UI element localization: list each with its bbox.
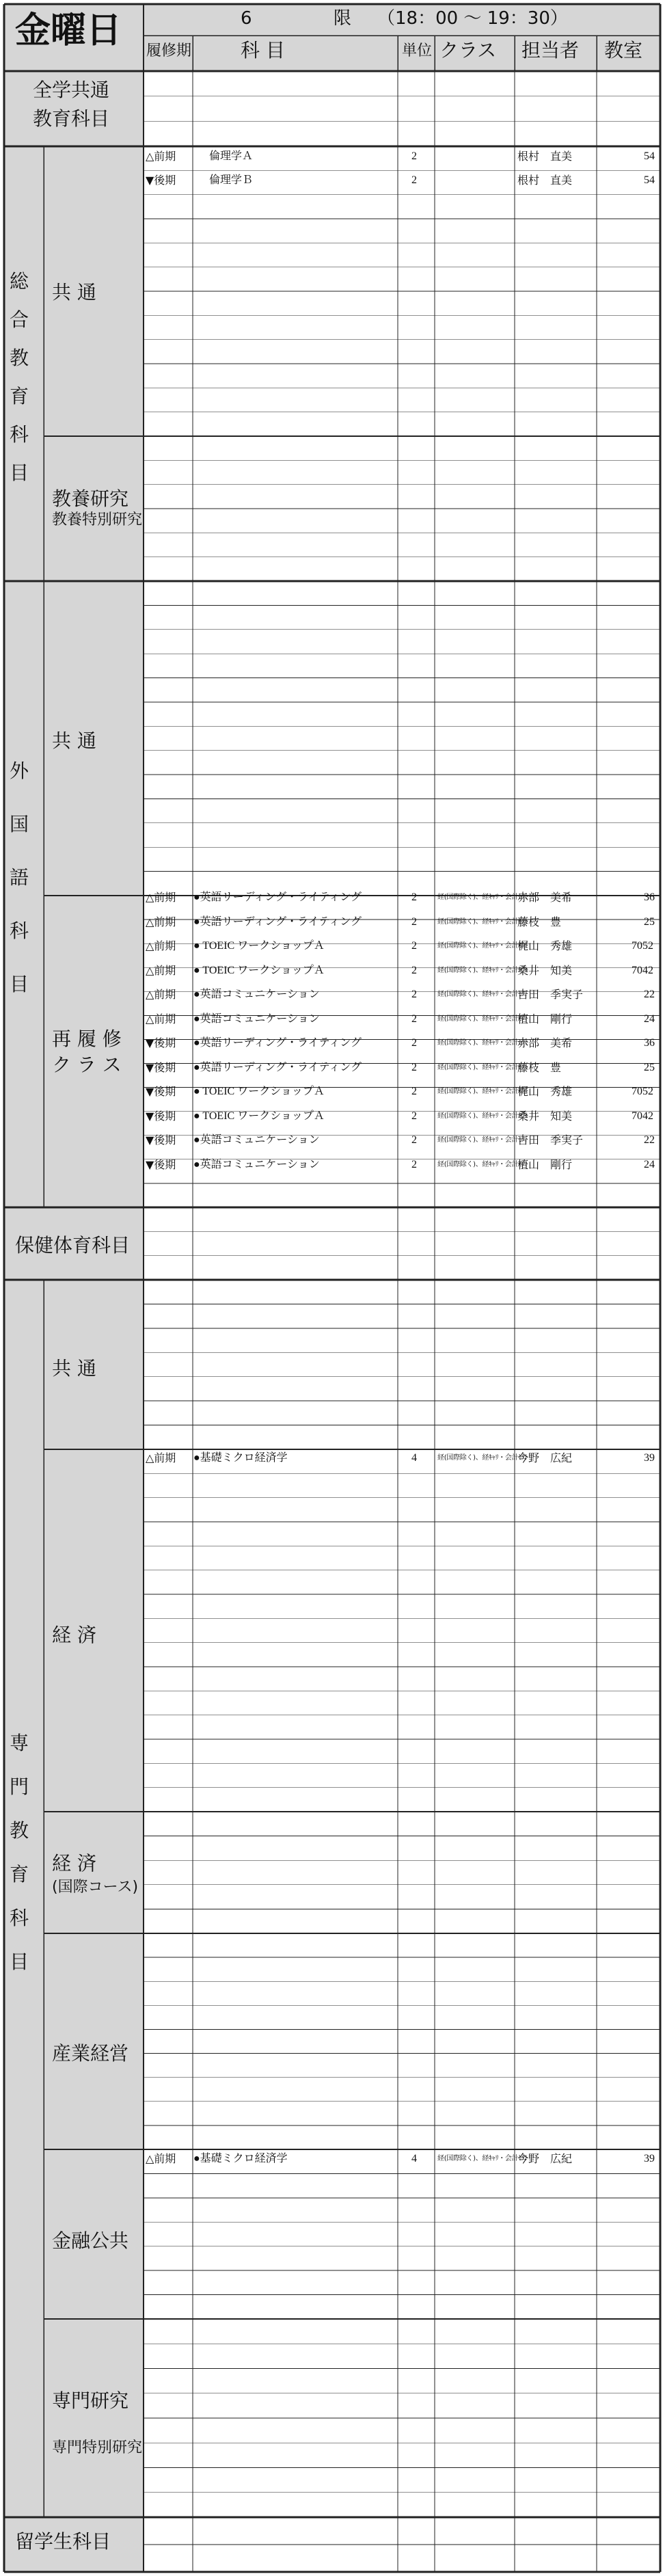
course-credits: 4 (411, 1452, 417, 1464)
subcategory-kokusai-line2: (国際コース) (52, 1879, 139, 1896)
course-subject: ●英語コミュニケーション (193, 1012, 320, 1025)
course-room: 24 (644, 1158, 655, 1170)
category-ryugaku: 留学生科目 (15, 2530, 111, 2553)
course-teacher: 今野 広紀 (517, 2152, 573, 2165)
period-number: 6 (241, 8, 252, 29)
category-zengaku-line1: 全学共通 (33, 79, 110, 101)
course-term: △前期 (146, 2152, 176, 2165)
course-class: 経(国際除く)、経ｷｬﾘ・会計ｾｸﾄ (437, 991, 528, 998)
course-term: ▼後期 (146, 1157, 176, 1171)
course-credits: 2 (411, 1061, 417, 1073)
course-subject: ● TOEIC ワークショップＡ (193, 964, 325, 976)
course-credits: 2 (411, 174, 417, 186)
course-credits: 2 (411, 1086, 417, 1097)
course-term: △前期 (146, 1451, 176, 1464)
column-teacher: 担当者 (521, 39, 580, 62)
course-term: △前期 (146, 988, 176, 1001)
course-credits: 4 (411, 2153, 417, 2164)
course-room: 36 (644, 891, 655, 903)
course-credits: 2 (411, 989, 417, 1000)
period-time: （18：00 ～ 19：30） (377, 8, 568, 29)
course-term: ▼後期 (146, 1109, 176, 1123)
course-teacher: 藤枝 豊 (517, 1060, 562, 1074)
course-class: 経(国際除く)、経ｷｬﾘ・会計ｾｸﾄ (437, 1088, 528, 1095)
subcategory-kinyu: 金融公共 (52, 2229, 129, 2252)
course-term: △前期 (146, 891, 176, 904)
course-credits: 2 (411, 915, 417, 928)
course-class: 経(国際除く)、経ｷｬﾘ・会計ｾｸﾄ (437, 942, 528, 950)
course-teacher: 桑井 知美 (517, 1109, 573, 1123)
category-hoken: 保健体育科目 (15, 1234, 131, 1257)
course-room: 25 (644, 1061, 655, 1073)
subcategory-kyoyo-line2: 教養特別研究 (52, 511, 143, 528)
course-teacher: 梶山 秀雄 (517, 939, 573, 952)
course-room: 54 (644, 150, 655, 162)
course-subject: ●英語リーディング・ライティング (193, 891, 362, 903)
course-room: 7052 (632, 940, 653, 952)
subcategory-keizai: 経 済 (52, 1624, 96, 1646)
course-term: △前期 (146, 915, 176, 928)
course-teacher: 根村 直美 (517, 150, 573, 163)
course-room: 39 (644, 1452, 655, 1464)
course-teacher: 今野 広紀 (517, 1451, 573, 1464)
course-credits: 2 (411, 150, 417, 162)
course-term: ▼後期 (146, 174, 176, 187)
subcategory-kyotsu-sogo: 共 通 (52, 281, 96, 304)
course-teacher: 赤部 美希 (517, 891, 573, 904)
column-credits: 単位 (402, 42, 433, 59)
course-class: 経(国際除く)、経ｷｬﾘ・会計ｾｸﾄ (437, 1063, 528, 1071)
course-credits: 2 (411, 1158, 417, 1170)
period-label: 限 (334, 8, 352, 29)
column-term: 履修期 (146, 42, 192, 59)
course-credits: 2 (411, 964, 417, 976)
course-class: 経(国際除く)、経ｷｬﾘ・会計ｾｸﾄ (437, 1112, 528, 1120)
course-teacher: 吉田 季実子 (517, 988, 584, 1001)
course-subject: 倫理学Ａ (209, 150, 254, 162)
category-zengaku-line2: 教育科目 (33, 107, 110, 130)
course-teacher: 藤枝 豊 (517, 915, 562, 928)
course-class: 経(国際除く)、経ｷｬﾘ・会計ｾｸﾄ (437, 966, 528, 974)
course-term: ▼後期 (146, 1133, 176, 1146)
course-credits: 2 (411, 891, 417, 903)
course-subject: ●英語リーディング・ライティング (193, 915, 362, 928)
course-teacher: 吉田 季実子 (517, 1133, 584, 1146)
subcategory-kokusai-line1: 経 済 (52, 1852, 96, 1875)
course-class: 経(国際除く)、経ｷｬﾘ・会計ｾｸﾄ (437, 917, 528, 926)
course-term: ▼後期 (146, 1060, 176, 1074)
course-term: △前期 (146, 939, 176, 952)
course-class: 経(国際除く)、経ｷｬﾘ・会計ｾｸﾄ (437, 1039, 528, 1047)
subcategory-kyotsu-senmon: 共 通 (52, 1357, 96, 1380)
course-room: 7042 (632, 1110, 653, 1122)
column-subject: 科 目 (241, 39, 285, 62)
course-room: 54 (644, 174, 655, 186)
course-class: 経(国際除く)、経ｷｬﾘ・会計ｾｸﾄ (437, 1160, 528, 1168)
course-room: 25 (644, 915, 655, 928)
category-sogo: 総 合 教 育 科 目 (10, 270, 29, 484)
course-credits: 2 (411, 1134, 417, 1146)
course-subject: ●基礎ミクロ経済学 (193, 2153, 288, 2164)
course-subject: ●英語リーディング・ライティング (193, 1037, 362, 1049)
course-class: 経(国際除く)、経ｷｬﾘ・会計ｾｸﾄ (437, 1454, 528, 1462)
course-teacher: 梶山 秀雄 (517, 1085, 573, 1098)
course-teacher: 桑井 知美 (517, 963, 573, 977)
course-subject: ● TOEIC ワークショップＡ (193, 940, 325, 952)
course-teacher: 植山 剛行 (517, 1157, 573, 1171)
subcategory-senmonken-line1: 専門研究 (52, 2389, 129, 2412)
subcategory-rishu-line1: 再 履 修 (52, 1028, 122, 1050)
course-room: 7042 (632, 964, 653, 976)
course-subject: ● TOEIC ワークショップＡ (193, 1110, 325, 1122)
course-class: 経(国際除く)、経ｷｬﾘ・会計ｾｸﾄ (437, 2155, 528, 2162)
course-teacher: 根村 直美 (517, 174, 573, 187)
subcategory-sangyo: 産業経営 (52, 2042, 129, 2065)
course-subject: ●英語リーディング・ライティング (193, 1061, 362, 1073)
course-subject: ●基礎ミクロ経済学 (193, 1452, 288, 1464)
course-class: 経(国際除く)、経ｷｬﾘ・会計ｾｸﾄ (437, 894, 528, 901)
day-title: 金曜日 (15, 12, 122, 51)
course-subject: ●英語コミュニケーション (193, 989, 320, 1000)
subcategory-senmonken-line2: 専門特別研究 (52, 2439, 143, 2456)
course-subject: ● TOEIC ワークショップＡ (193, 1086, 325, 1097)
course-room: 36 (644, 1037, 655, 1049)
course-subject: ●英語コミュニケーション (193, 1134, 320, 1146)
subcategory-kyoyo-line1: 教養研究 (52, 487, 129, 510)
subcategory-kyotsu-gaikoku: 共 通 (52, 729, 96, 752)
course-term: ▼後期 (146, 1036, 176, 1049)
course-teacher: 植山 剛行 (517, 1012, 573, 1025)
column-room: 教室 (604, 39, 643, 62)
course-room: 39 (644, 2153, 655, 2164)
course-room: 22 (644, 989, 655, 1000)
course-room: 24 (644, 1012, 655, 1025)
course-credits: 2 (411, 1037, 417, 1049)
course-credits: 2 (411, 1110, 417, 1122)
course-room: 7052 (632, 1086, 653, 1097)
course-credits: 2 (411, 1012, 417, 1025)
course-teacher: 赤部 美希 (517, 1036, 573, 1049)
course-term: △前期 (146, 1012, 176, 1025)
course-term: ▼後期 (146, 1085, 176, 1098)
course-term: △前期 (146, 963, 176, 977)
course-class: 経(国際除く)、経ｷｬﾘ・会計ｾｸﾄ (437, 1136, 528, 1144)
course-class: 経(国際除く)、経ｷｬﾘ・会計ｾｸﾄ (437, 1015, 528, 1023)
course-subject: 倫理学Ｂ (209, 174, 254, 186)
category-gaikoku: 外 国 語 科 目 (10, 760, 29, 995)
course-term: △前期 (146, 150, 176, 163)
course-subject: ●英語コミュニケーション (193, 1158, 320, 1170)
column-class: クラス (439, 39, 497, 62)
course-room: 22 (644, 1134, 655, 1146)
subcategory-rishu-line2: ク ラ ス (52, 1054, 122, 1076)
course-credits: 2 (411, 940, 417, 952)
category-senmon: 専 門 教 育 科 目 (10, 1732, 29, 1973)
